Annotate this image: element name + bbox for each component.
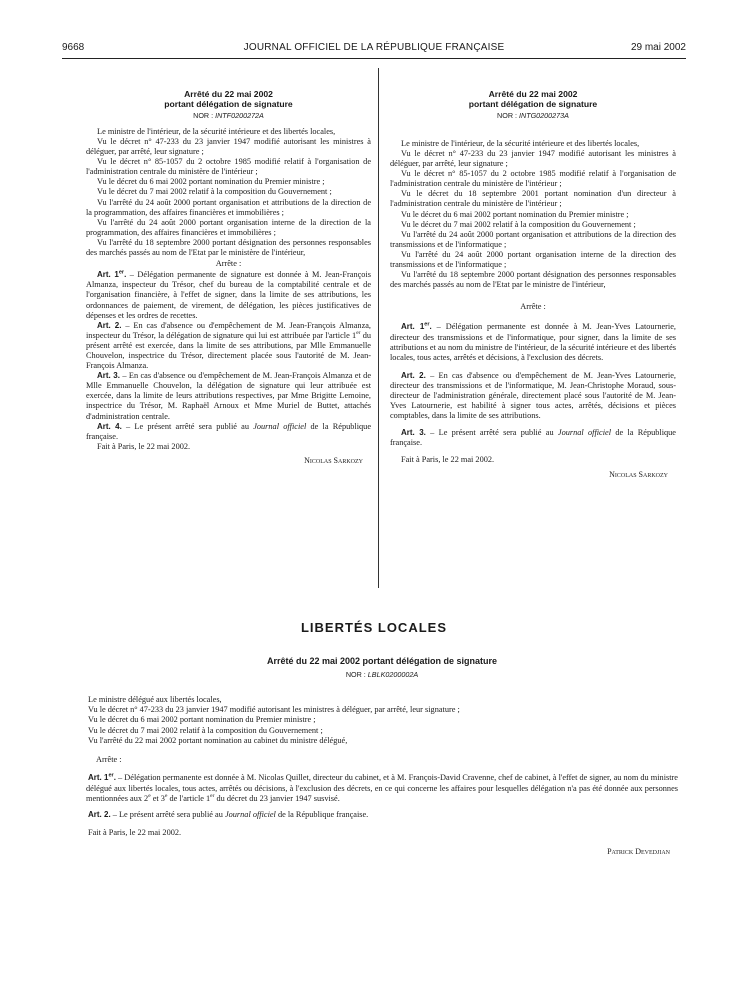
visa: Vu le décret du 6 mai 2002 portant nomination du Premier ministre ; bbox=[88, 715, 316, 725]
arrete-heading: Arrête : bbox=[215, 259, 242, 269]
signature: Patrick Devedjian bbox=[607, 846, 670, 856]
visa: Vu le décret du 18 septembre 2001 portant nomination d'un directeur à l'administration centrale du ministère de l'intérieur ; bbox=[390, 189, 676, 209]
right-column-decree bbox=[390, 89, 676, 480]
visa: Vu le décret n° 47-233 du 23 janvier 1947 modifié autorisant les ministres à déléguer, par arrêté, leur signature ; bbox=[88, 705, 460, 714]
article-label: Art. 1er. bbox=[401, 321, 432, 332]
decree-title: Arrêté du 22 mai 2002 bbox=[184, 89, 273, 99]
decree-subtitle: portant délégation de signature bbox=[164, 99, 293, 110]
header-rule bbox=[62, 58, 686, 59]
visa: Vu l'arrêté du 24 août 2000 portant organisation et attributions de la direction des transmissions et de l'informatique ; bbox=[390, 229, 676, 249]
visa: Vu le décret du 6 mai 2002 portant nomination du Premier ministre ; bbox=[401, 209, 629, 219]
signing-place-date: Fait à Paris, le 22 mai 2002. bbox=[401, 455, 495, 465]
nor-code: INTF0200272A bbox=[215, 110, 264, 120]
nor-label: NOR : bbox=[345, 670, 366, 680]
visa: Vu l'arrêté du 24 août 2000 portant organisation interne de la direction des transmissions et de l'informatique ; bbox=[390, 249, 676, 270]
article-2: Art. 2. – En cas d'absence ou d'empêchement de M. Jean-Yves Latournerie, directeur des transmissions et de l'informatique, M. Jean-Christophe Moraud, sous-directeur de l'administration générale, directement placé sous l'autorité de M. Jean-Yves Latournerie, est habilité à signer tous actes, arrêtés, décisions et pièces comptables, dans la limite de ses attributions. bbox=[390, 370, 676, 421]
left-column-decree bbox=[86, 89, 371, 466]
section-title: LIBERTÉS LOCALES bbox=[300, 620, 447, 635]
article-label: Art. 3. bbox=[97, 371, 120, 381]
article-1: Art. 1er. – Délégation permanente de signature est donnée à M. Jean-François Almanza, inspecteur du Trésor, chef du bureau de la comptabilité centrale et de l'organisation financière, à l'effet de signer, dans la limite de ses attributions, les ordonnances de paiement, de virement, de délégation, les pièces justificatives de dépenses et les ordres de recettes. bbox=[86, 269, 371, 320]
article-label: Art. 2. bbox=[97, 320, 122, 330]
nor-label: NOR : bbox=[193, 110, 214, 120]
preamble-minister: Le ministre délégué aux libertés locales, bbox=[88, 694, 222, 704]
decree-title: Arrêté du 22 mai 2002 portant délégation de signature bbox=[266, 656, 498, 666]
visa: Vu le décret du 7 mai 2002 relatif à la composition du Gouvernement ; bbox=[97, 187, 332, 197]
nor-code: INTG0200273A bbox=[519, 110, 569, 120]
article-label: Art. 3. bbox=[401, 428, 426, 438]
article-2: Art. 2. – En cas d'absence ou d'empêchement de M. Jean-François Almanza, inspecteur du Trésor, la délégation de signature qui lui est attribuée par l'article 1er du présent arrêté est exercée, dans la limite de ses attributions, par Mlle Emmanuelle Chouvelon, inspectrice du Trésor, directement placée sous l'autorité de M. Jean-François Almanza. bbox=[86, 320, 372, 371]
visa: Vu le décret n° 47-233 du 23 janvier 1947 modifié autorisant les ministres à déléguer, par arrêté, leur signature ; bbox=[390, 149, 676, 169]
signature: Nicolas Sarkozy bbox=[304, 455, 363, 465]
signing-place-date: Fait à Paris, le 22 mai 2002. bbox=[97, 441, 191, 451]
signature: Nicolas Sarkozy bbox=[609, 469, 668, 479]
visa: Vu le décret du 7 mai 2002 relatif à la composition du Gouvernement ; bbox=[401, 219, 636, 229]
article-label: Art. 4. bbox=[97, 421, 122, 431]
article-1: Art. 1er. – Délégation permanente est donnée à M. Jean-Yves Latournerie, directeur des transmissions et de l'informatique, pour signer, dans la limite de ses attributions et au nom du ministre de l'intérieur, de la sécurité intérieure et des libertés locales, tous actes, arrêtés et décisions, à l'exclusion des décrets. bbox=[390, 321, 676, 362]
nor-code: LBLK0200002A bbox=[367, 670, 419, 680]
visa: Vu l'arrêté du 24 août 2000 portant organisation et attributions de la direction de la programmation, des affaires financières et immobilières ; bbox=[86, 197, 371, 217]
article-label: Art. 1er. bbox=[88, 772, 116, 783]
visa: Vu le décret n° 85-1057 du 2 octobre 1985 modifié relatif à l'organisation de l'administration centrale du ministère de l'intérieur ; bbox=[390, 169, 676, 189]
nor-label: NOR : bbox=[497, 110, 517, 120]
visa: Vu le décret n° 47-233 du 23 janvier 1947 modifié autorisant les ministres à déléguer, par arrêté, leur signature ; bbox=[86, 137, 371, 157]
preamble-minister: Le ministre de l'intérieur, de la sécurité intérieure et des libertés locales, bbox=[97, 126, 336, 136]
signing-place-date: Fait à Paris, le 22 mai 2002. bbox=[88, 827, 182, 837]
article-label: Art. 2. bbox=[401, 370, 426, 380]
arrete-heading: Arrête : bbox=[520, 302, 546, 312]
decree-title: Arrêté du 22 mai 2002 bbox=[488, 89, 578, 99]
nor-reference bbox=[86, 670, 678, 680]
nor-reference bbox=[390, 111, 676, 121]
page-header bbox=[62, 40, 686, 56]
nor-reference bbox=[86, 111, 371, 121]
article-label: Art. 2. bbox=[88, 810, 111, 820]
preamble-minister: Le ministre de l'intérieur, de la sécurité intérieure et des libertés locales, bbox=[401, 138, 640, 148]
visa: Vu le décret n° 85-1057 du 2 octobre 1985 modifié relatif à l'organisation de l'administration centrale du ministère de l'intérieur ; bbox=[86, 157, 371, 177]
visa: Vu l'arrêté du 18 septembre 2000 portant désignation des personnes responsables des marchés passés au nom de l'Etat par le ministre de l'intérieur, bbox=[390, 270, 676, 290]
article-3: Art. 3. – En cas d'absence ou d'empêchement de M. Jean-François Almanza et de Mlle Emmanuelle Chouvelon, la délégation de signature qui leur attribuée est exercée, dans la limite de leurs attributions respectives, par Mme Brigitte Lemoine, inspectrice du Trésor, M. Raphaël Arnoux et Mme Muriel de Buttet, attachés d'administration centrale. bbox=[86, 371, 372, 421]
article-3: Art. 3. – Le présent arrêté sera publié au Journal officiel de la République française. bbox=[390, 428, 676, 448]
article-label: Art. 1er. bbox=[97, 269, 127, 280]
journal-title: JOURNAL OFFICIEL DE LA RÉPUBLIQUE FRANÇAISE bbox=[243, 42, 505, 53]
page-number: 9668 bbox=[62, 42, 85, 53]
arrete-heading: Arrête : bbox=[96, 755, 122, 765]
article-2: Art. 2. – Le présent arrêté sera publié au Journal officiel de la République française. bbox=[88, 810, 369, 820]
visa: Vu le décret du 7 mai 2002 relatif à la composition du Gouvernement ; bbox=[88, 725, 323, 735]
article-1: Art. 1er. – Délégation permanente est donnée à M. Nicolas Quillet, directeur du cabinet, et à M. François-David Cravenne, chef de cabinet, à l'effet de signer, au nom du ministre délégué aux libertés locales, tous actes, arrêtés ou décisions, à l'exclusion des décrets, en ce qui concerne les affaires pour lesquelles délégation n'a pas été donnée aux personnes mentionnées aux 2e et 3e de l'article 1er du décret du 23 janvier 1947 susvisé. bbox=[86, 772, 678, 804]
decree-subtitle: portant délégation de signature bbox=[468, 99, 598, 110]
visa: Vu l'arrêté du 24 août 2000 portant organisation interne de la direction de la programmation, des affaires financières et immobilières ; bbox=[86, 217, 371, 237]
column-divider bbox=[378, 68, 379, 588]
issue-date: 29 mai 2002 bbox=[630, 42, 686, 53]
bottom-decree bbox=[86, 656, 678, 857]
visa: Vu le décret du 6 mai 2002 portant nomination du Premier ministre ; bbox=[97, 177, 325, 187]
visa: Vu l'arrêté du 18 septembre 2000 portant désignation des personnes responsables des marchés passés au nom de l'Etat par le ministère de l'intérieur, bbox=[86, 237, 371, 258]
article-4: Art. 4. – Le présent arrêté sera publié au Journal officiel de la République française. bbox=[86, 421, 371, 441]
visa: Vu l'arrêté du 22 mai 2002 portant nomination au cabinet du ministre délégué, bbox=[88, 735, 348, 745]
